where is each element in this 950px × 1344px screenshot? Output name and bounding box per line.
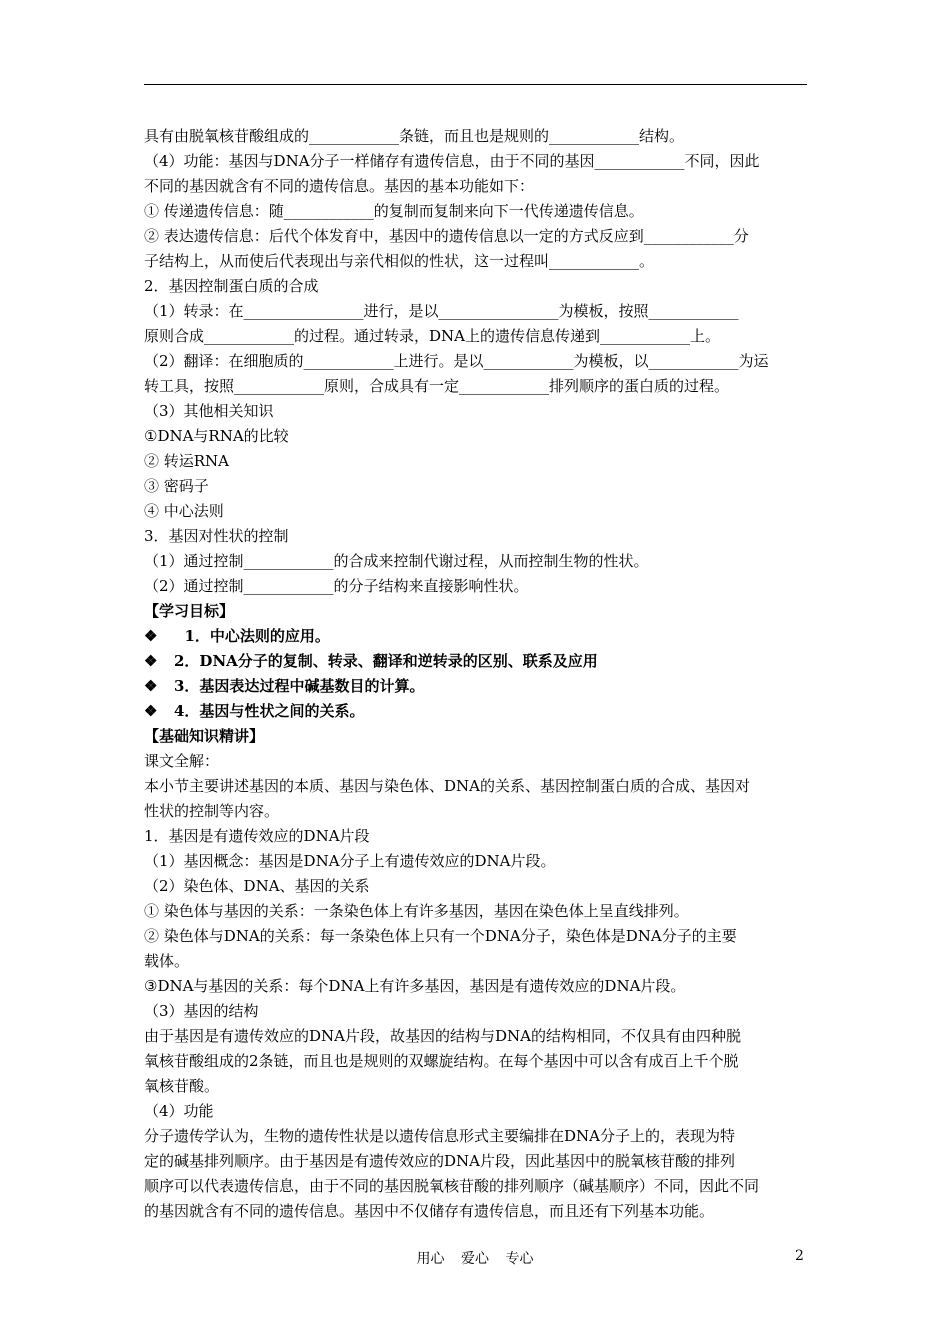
- line-text: ③DNA与基因的关系：每个DNA上有许多基因，基因是有遗传效应的DNA片段。: [144, 977, 686, 995]
- line-text: 1．中心法则的应用。: [174, 627, 330, 645]
- line-text: 3．基因表达过程中碱基数目的计算。: [174, 677, 425, 695]
- line-text: （2）翻译：在细胞质的____________上进行。是以____________为模板，以____________为运: [144, 352, 769, 370]
- text-line: [144, 249, 807, 274]
- header-rule: [144, 84, 807, 85]
- line-text: ② 染色体与DNA的关系：每一条染色体上只有一个DNA分子，染色体是DNA分子的主要: [144, 927, 737, 945]
- page-number: 2: [795, 1248, 804, 1264]
- text-line: [144, 624, 807, 649]
- text-line: [144, 1099, 807, 1124]
- text-line: [144, 1124, 807, 1149]
- line-text: 4．基因与性状之间的关系。: [174, 702, 365, 720]
- text-line: [144, 574, 807, 599]
- line-text: （1）通过控制____________的合成来控制代谢过程，从而控制生物的性状。: [144, 552, 649, 570]
- text-line: [144, 299, 807, 324]
- text-line: [144, 699, 807, 724]
- diamond-bullet-icon: ❖: [144, 677, 158, 695]
- text-line: [144, 399, 807, 424]
- line-text: 氧核苷酸组成的2条链，而且也是规则的双螺旋结构。在每个基因中可以含有成百上千个脱: [144, 1052, 739, 1070]
- text-line: [144, 899, 807, 924]
- text-line: [144, 1049, 807, 1074]
- text-line: [144, 124, 807, 149]
- line-text: 载体。: [144, 952, 190, 970]
- text-line: [144, 724, 807, 749]
- text-line: [144, 199, 807, 224]
- line-text: ② 转运RNA: [144, 452, 230, 470]
- line-text: ② 表达遗传信息：后代个体发育中，基因中的遗传信息以一定的方式反应到____________分: [144, 227, 749, 245]
- line-text: 【基础知识精讲】: [144, 727, 265, 745]
- text-line: [144, 599, 807, 624]
- text-line: [144, 1074, 807, 1099]
- text-line: [144, 749, 807, 774]
- diamond-bullet-icon: ❖: [144, 627, 158, 645]
- line-text: ①DNA与RNA的比较: [144, 427, 289, 445]
- text-line: [144, 449, 807, 474]
- line-text: 本小节主要讲述基因的本质、基因与染色体、DNA的关系、基因控制蛋白质的合成、基因对: [144, 777, 750, 795]
- text-line: [144, 824, 807, 849]
- line-text: 原则合成____________的过程。通过转录，DNA上的遗传信息传递到____________上。: [144, 327, 720, 345]
- text-line: [144, 1199, 807, 1224]
- text-line: [144, 474, 807, 499]
- line-text: （2）染色体、DNA、基因的关系: [144, 877, 370, 895]
- text-line: [144, 374, 807, 399]
- line-text: ① 染色体与基因的关系：一条染色体上有许多基因，基因在染色体上呈直线排列。: [144, 902, 689, 920]
- text-line: [144, 1149, 807, 1174]
- line-text: （1）转录：在________________进行，是以________________为模板，按照____________: [144, 302, 739, 320]
- line-text: 【学习目标】: [144, 602, 235, 620]
- text-line: [144, 149, 807, 174]
- text-line: [144, 424, 807, 449]
- line-text: （4）功能: [144, 1102, 214, 1120]
- line-text: 分子遗传学认为，生物的遗传性状是以遗传信息形式主要编排在DNA分子上的，表现为特: [144, 1127, 735, 1145]
- text-line: [144, 799, 807, 824]
- text-line: [144, 324, 807, 349]
- text-line: [144, 274, 807, 299]
- text-line: [144, 649, 807, 674]
- line-text: 由于基因是有遗传效应的DNA片段，故基因的结构与DNA的结构相同，不仅具有由四种脱: [144, 1027, 741, 1045]
- text-line: [144, 849, 807, 874]
- line-text: 氧核苷酸。: [144, 1077, 220, 1095]
- body-text: [144, 124, 807, 1224]
- line-text: 顺序可以代表遗传信息，由于不同的基因脱氧核苷酸的排列顺序（碱基顺序）不同，因此不同: [144, 1177, 760, 1195]
- line-text: 2．DNA分子的复制、转录、翻译和逆转录的区别、联系及应用: [174, 652, 598, 670]
- text-line: [144, 524, 807, 549]
- line-text: 定的碱基排列顺序。由于基因是有遗传效应的DNA片段，因此基因中的脱氧核苷酸的排列: [144, 1152, 735, 1170]
- line-text: 3．基因对性状的控制: [144, 527, 289, 545]
- text-line: [144, 549, 807, 574]
- text-line: [144, 499, 807, 524]
- text-line: [144, 1024, 807, 1049]
- text-line: [144, 674, 807, 699]
- text-line: [144, 999, 807, 1024]
- line-text: ③ 密码子: [144, 477, 209, 495]
- text-line: [144, 1174, 807, 1199]
- footer-motto: 用心 爱心 专心: [416, 1251, 534, 1267]
- line-text: （4）功能：基因与DNA分子一样储存有遗传信息，由于不同的基因____________不同，因此: [144, 152, 760, 170]
- line-text: 子结构上，从而使后代表现出与亲代相似的性状，这一过程叫____________。: [144, 252, 655, 270]
- text-line: [144, 224, 807, 249]
- line-text: （3）基因的结构: [144, 1002, 259, 1020]
- text-line: [144, 774, 807, 799]
- text-line: [144, 924, 807, 949]
- diamond-bullet-icon: ❖: [144, 652, 158, 670]
- line-text: 转工具，按照____________原则，合成具有一定____________排列顺序的蛋白质的过程。: [144, 377, 730, 395]
- line-text: （2）通过控制____________的分子结构来直接影响性状。: [144, 577, 529, 595]
- line-text: ④ 中心法则: [144, 502, 224, 520]
- diamond-bullet-icon: ❖: [144, 702, 158, 720]
- text-line: [144, 874, 807, 899]
- line-text: 1．基因是有遗传效应的DNA片段: [144, 827, 370, 845]
- line-text: 不同的基因就含有不同的遗传信息。基因的基本功能如下：: [144, 177, 535, 195]
- text-line: [144, 949, 807, 974]
- line-text: ① 传递遗传信息：随____________的复制而复制来向下一代传递遗传信息。: [144, 202, 644, 220]
- text-line: [144, 174, 807, 199]
- line-text: 2．基因控制蛋白质的合成: [144, 277, 319, 295]
- line-text: 具有由脱氧核苷酸组成的____________条链，而且也是规则的____________结构。: [144, 127, 685, 145]
- line-text: （1）基因概念：基因是DNA分子上有遗传效应的DNA片段。: [144, 852, 556, 870]
- text-line: [144, 974, 807, 999]
- line-text: 的基因就含有不同的遗传信息。基因中不仅储存有遗传信息，而且还有下列基本功能。: [144, 1202, 715, 1220]
- line-text: 性状的控制等内容。: [144, 802, 280, 820]
- line-text: （3）其他相关知识: [144, 402, 274, 420]
- line-text: 课文全解：: [144, 752, 220, 770]
- text-line: [144, 349, 807, 374]
